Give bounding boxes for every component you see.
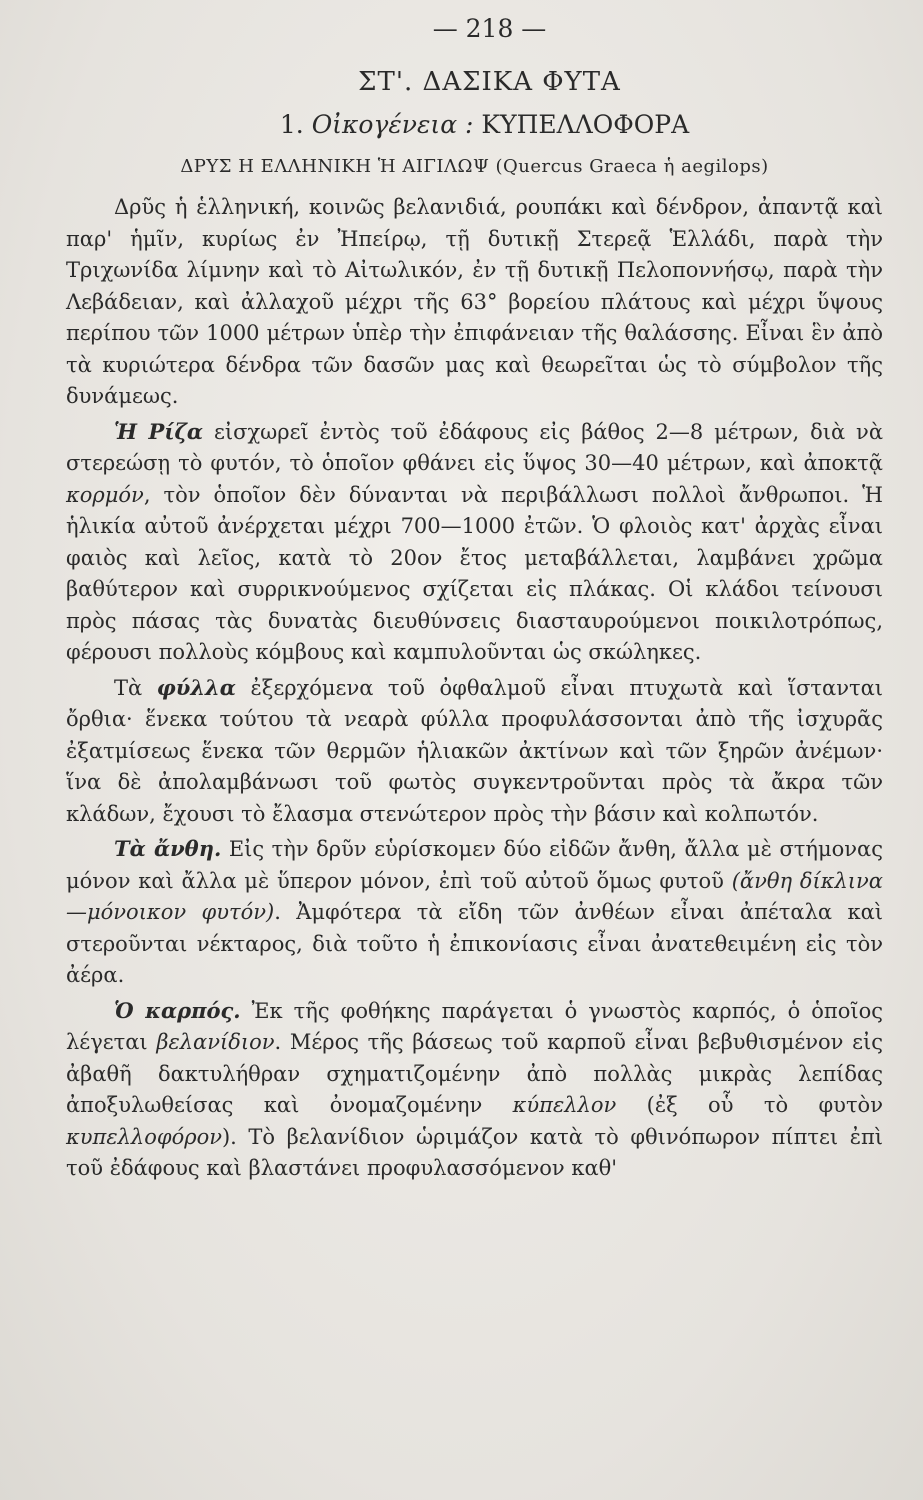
leaves-text: ἐξερχόμενα τοῦ ὀφθαλμοῦ εἶναι πτυχωτὰ καὶ ἵστανται ὄρθια· ἕνεκα τούτου τὰ νεαρὰ φύλλα προφυλάσσονται ἀπὸ τῆς ἰσχυρᾶς ἐξατμίσεως ἕνεκα τῶν θερμῶν ἡλιακῶν ἀκτίνων καὶ τῶν ξηρῶν ἀνέμων· ἵνα δὲ ἀπολαμβάνωσι τοῦ φωτὸς συγκεντροῦνται πρὸς τὰ ἄκρα τῶν κλάδων, ἔχουσι τὸ ἔλασμα στενώτερον πρὸς τὴν βάσιν καὶ κολπωτόν.	[66, 675, 883, 826]
flowers-text-b: . Ἀμφότερα τὰ εἴδη τῶν ἀνθέων εἶναι ἀπέταλα καὶ στεροῦνται νέκταρος, διὰ τοῦτο ἡ ἐπικονίασις εἶναι ἀνατεθειμένη εἰς τὸν ἀέρα.	[66, 900, 883, 987]
page-number: — 218 —	[432, 14, 547, 43]
chapter-heading: ΣΤ'. ΔΑΣΙΚΑ ΦΥΤΑ	[358, 67, 621, 97]
fruit-italic-b: κύπελλον	[512, 1093, 617, 1117]
root-italic: κορμόν	[66, 482, 144, 507]
root-text-a: εἰσχωρεῖ ἐντὸς τοῦ ἐδάφους εἰς βάθος 2—8 μέτρων, διὰ νὰ στερεώσῃ τὸ φυτόν, τὸ ὁποῖον φθάνει εἰς ὕψος 30—40 μέτρων, καὶ ἀποκτᾷ	[66, 419, 883, 475]
fruit-text-b: . Μέρος τῆς βάσεως τοῦ καρποῦ εἶναι βεβυθισμένον εἰς ἀβαθῆ δακτυλήθραν σχηματιζομένην ἀπὸ πολλὰς μικρὰς λεπίδας ἀποξυλωθείσας καὶ ὀνομαζομένην	[66, 1030, 883, 1117]
family-heading	[66, 110, 883, 140]
fruit-lead: Ὁ καρπός.	[114, 997, 241, 1023]
paragraph-flowers	[66, 833, 883, 992]
fruit-italic-c: κυπελλοφόρον	[66, 1124, 222, 1149]
family-label: Οἰκογένεια :	[311, 110, 474, 139]
flowers-text-a: Εἰς τὴν δρῦν εὑρίσκομεν δύο εἰδῶν ἄνθη, ἄλλα μὲ στήμονας μόνον καὶ ἄλλα μὲ ὕπερον μόνον, ἐπὶ τοῦ αὐτοῦ ὅμως φυτοῦ	[66, 837, 883, 893]
body-text	[66, 192, 883, 1185]
root-lead: Ἡ Ρίζα	[114, 418, 204, 444]
family-name: ΚΥΠΕΛΛΟΦΟΡΑ	[481, 110, 690, 139]
flowers-italic: (ἄνθη δίκλινα—μόνοικον φυτόν)	[66, 868, 883, 924]
root-text-b: , τὸν ὁποῖον δὲν δύνανται νὰ περιβάλλωσι πολλοὶ ἄνθρωποι. Ἡ ἡλικία αὐτοῦ ἀνέρχεται μέχρι 700—1000 ἐτῶν. Ὁ φλοιὸς κατ' ἀρχὰς εἶναι φαιὸς καὶ λεῖος, κατὰ τὸ 20ον ἔτος μεταβάλλεται, λαμβάνει χρῶμα βαθύτερον καὶ συρρικνούμενος σχίζεται εἰς πλάκας. Οἱ κλάδοι τείνουσι πρὸς πάσας τὰς δυνατὰς διευθύνσεις διασταυρούμενοι ποικιλοτρόπως, φέρουσι πολλοὺς κόμβους καὶ καμπυλοῦνται ὡς σκώληκες.	[66, 482, 883, 664]
fruit-italic-a: βελανίδιον	[156, 1030, 275, 1054]
leaves-pre: Τὰ	[114, 675, 143, 700]
fruit-text-a: Ἐκ τῆς φοθήκης παράγεται ὁ γνωστὸς καρπός, ὁ ὁποῖος λέγεται	[66, 998, 883, 1054]
family-number: 1.	[279, 110, 304, 139]
fruit-text-c: (ἐξ οὗ τὸ φυτὸν	[646, 1093, 883, 1117]
paragraph-intro: Δρῦς ἡ ἑλληνική, κοινῶς βελανιδιά, ρουπάκι καὶ δένδρον, ἀπαντᾷ καὶ παρ' ἡμῖν, κυρίως ἐν Ἠπείρῳ, τῇ δυτικῇ Στερεᾷ Ἑλλάδι, παρὰ τὴν Τριχωνίδα λίμνην καὶ τὸ Αἰτωλικόν, ἐν τῇ δυτικῇ Πελοποννήσῳ, παρὰ τὴν Λεβάδειαν, καὶ ἀλλαχοῦ μέχρι τῆς 63° βορείου πλάτους καὶ μέχρι ὕψους περίπου τῶν 1000 μέτρων ὑπὲρ τὴν ἐπιφάνειαν τῆς θαλάσσης. Εἶναι ἓν ἀπὸ τὰ κυριώτερα δένδρα τῶν δασῶν μας καὶ θεωρεῖται ὡς τὸ σύμβολον τῆς δυνάμεως.	[66, 195, 883, 408]
species-heading: ΔΡΥΣ Η ΕΛΛΗΝΙΚΗ Ἡ ΑΙΓΙΛΩΨ (Quercus Graeca ἡ aegilops)	[180, 156, 769, 177]
paragraph-root	[66, 416, 883, 669]
fruit-text-d: ). Τὸ βελανίδιον ὡριμάζον κατὰ τὸ φθινόπωρον πίπτει ἐπὶ τοῦ ἐδάφους καὶ βλαστάνει προφυλασσόμενον καθ'	[66, 1124, 883, 1180]
leaves-lead: φύλλα	[156, 674, 236, 700]
paragraph-fruit	[66, 995, 883, 1185]
paragraph-leaves	[66, 672, 883, 831]
flowers-lead: Τὰ ἄνθη.	[114, 836, 222, 861]
